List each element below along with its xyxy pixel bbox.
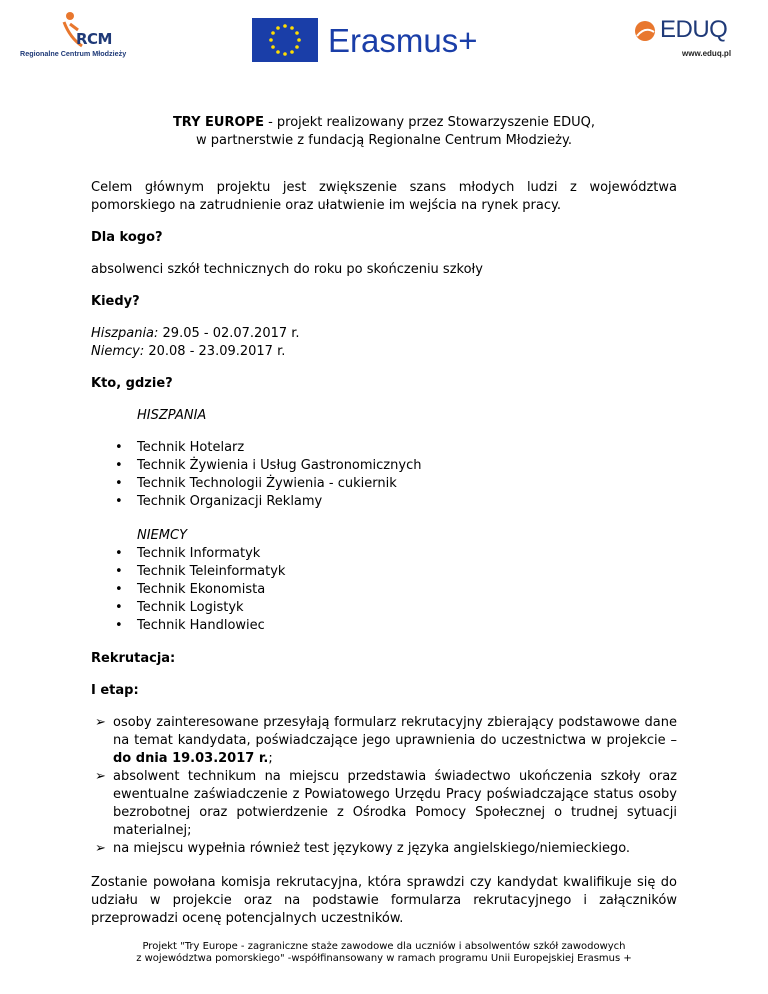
list-item: ➢ osoby zainteresowane przesyłają formularz rekrutacyjny zbierający podstawowe dane na temat kandydata, poświadczające jego uprawnienia do uczestnictwa w projekcie – do dnia 19.03.2017 r.; (95, 715, 677, 766)
arrow-bullet-icon: ➢ (95, 841, 106, 856)
erasmus-logo-text: Erasmus+ (328, 22, 478, 59)
intro-line-2: w partnerstwie z fundacją Regionalne Centrum Młodzieży. (196, 133, 572, 148)
arrow-bullet-icon: ➢ (95, 769, 106, 784)
footer-line-2: z województwa pomorskiego" -współfinansowany w ramach programu Unii Europejskiej Erasmus + (136, 953, 632, 964)
intro-line-1 (91, 114, 677, 132)
list-item: • Technik Handlowiec (91, 617, 677, 635)
list-item: ➢ na miejscu wypełnia również test językowy z języka angielskiego/niemieckiego. (95, 841, 631, 856)
eu-flag-icon (252, 18, 318, 62)
eduq-logo-text: EDUQ (660, 16, 728, 43)
when-spain-dates: 29.05 - 02.07.2017 r. (158, 326, 300, 341)
rcm-logo-text: RCM (76, 30, 112, 48)
list-item: ➢ absolwent technikum na miejscu przedstawia świadectwo ukończenia szkoły oraz ewentualne zaświadczenie z Powiatowego Urzędu Pracy poświadczające status osoby bezrobotnej oraz potwierdzenie z Ośrodka Pomocy Społecznej o trudnej sytuacji materialnej; (95, 769, 677, 838)
eduq-swirl-icon (632, 18, 658, 44)
list-item: • Technik Informatyk (91, 545, 677, 563)
footer-line-1: Projekt "Try Europe - zagraniczne staże zawodowe dla uczniów i absolwentów szkół zawodowych (142, 941, 626, 952)
spain-list-heading: HISZPANIA (137, 408, 207, 423)
list-item: • Technik Żywienia i Usług Gastronomicznych (91, 457, 677, 475)
when-germany (91, 343, 677, 361)
list-item: • Technik Logistyk (91, 599, 677, 617)
recruitment-steps-list (91, 714, 677, 858)
arrow-bullet-icon: ➢ (95, 715, 106, 730)
list-item: • Technik Organizacji Reklamy (91, 493, 677, 511)
who-where-heading: Kto, gdzie? (91, 376, 173, 391)
erasmus-logo (252, 18, 492, 66)
page-footer (0, 941, 768, 965)
stage-heading: I etap: (91, 683, 139, 698)
document-body (91, 114, 677, 928)
eduq-logo (630, 12, 750, 68)
rcm-logo-subtitle: Regionalne Centrum Młodzieży (20, 49, 127, 58)
when-heading: Kiedy? (91, 294, 140, 309)
list-item: • Technik Teleinformatyk (91, 563, 677, 581)
closing-paragraph: Zostanie powołana komisja rekrutacyjna, która sprawdzi czy kandydat kwalifikuje się do udziału w projekcie oraz na podstawie formularza rekrutacyjnego i załączników przeprowadzi ocenę potencjalnych uczestników. (91, 875, 677, 926)
when-spain-label: Hiszpania: (91, 326, 159, 341)
germany-list-heading: NIEMCY (137, 528, 188, 543)
recruitment-heading: Rekrutacja: (91, 651, 176, 666)
intro-line-1-rest: - projekt realizowany przez Stowarzyszenie EDUQ, (263, 115, 596, 130)
when-germany-dates: 20.08 - 23.09.2017 r. (144, 344, 286, 359)
spain-professions-list (91, 439, 677, 511)
when-spain (91, 325, 677, 343)
for-whom-heading: Dla kogo? (91, 230, 163, 245)
list-item: • Technik Hotelarz (91, 439, 677, 457)
eduq-logo-url: www.eduq.pl (682, 49, 732, 58)
when-germany-label: Niemcy: (91, 344, 145, 359)
project-name: TRY EUROPE (172, 115, 264, 130)
list-item: • Technik Ekonomista (91, 581, 677, 599)
deadline-date: do dnia 19.03.2017 r. (113, 751, 269, 766)
germany-professions-list (91, 545, 677, 635)
list-item: • Technik Technologii Żywienia - cukiernik (91, 475, 677, 493)
rcm-logo (18, 8, 128, 66)
header-logos (0, 0, 768, 80)
for-whom-text: absolwenci szkół technicznych do roku po skończeniu szkoły (91, 262, 483, 277)
goal-paragraph: Celem głównym projektu jest zwiększenie szans młodych ludzi z województwa pomorskiego na zatrudnienie oraz ułatwienie im wejścia na rynek pracy. (91, 180, 677, 213)
